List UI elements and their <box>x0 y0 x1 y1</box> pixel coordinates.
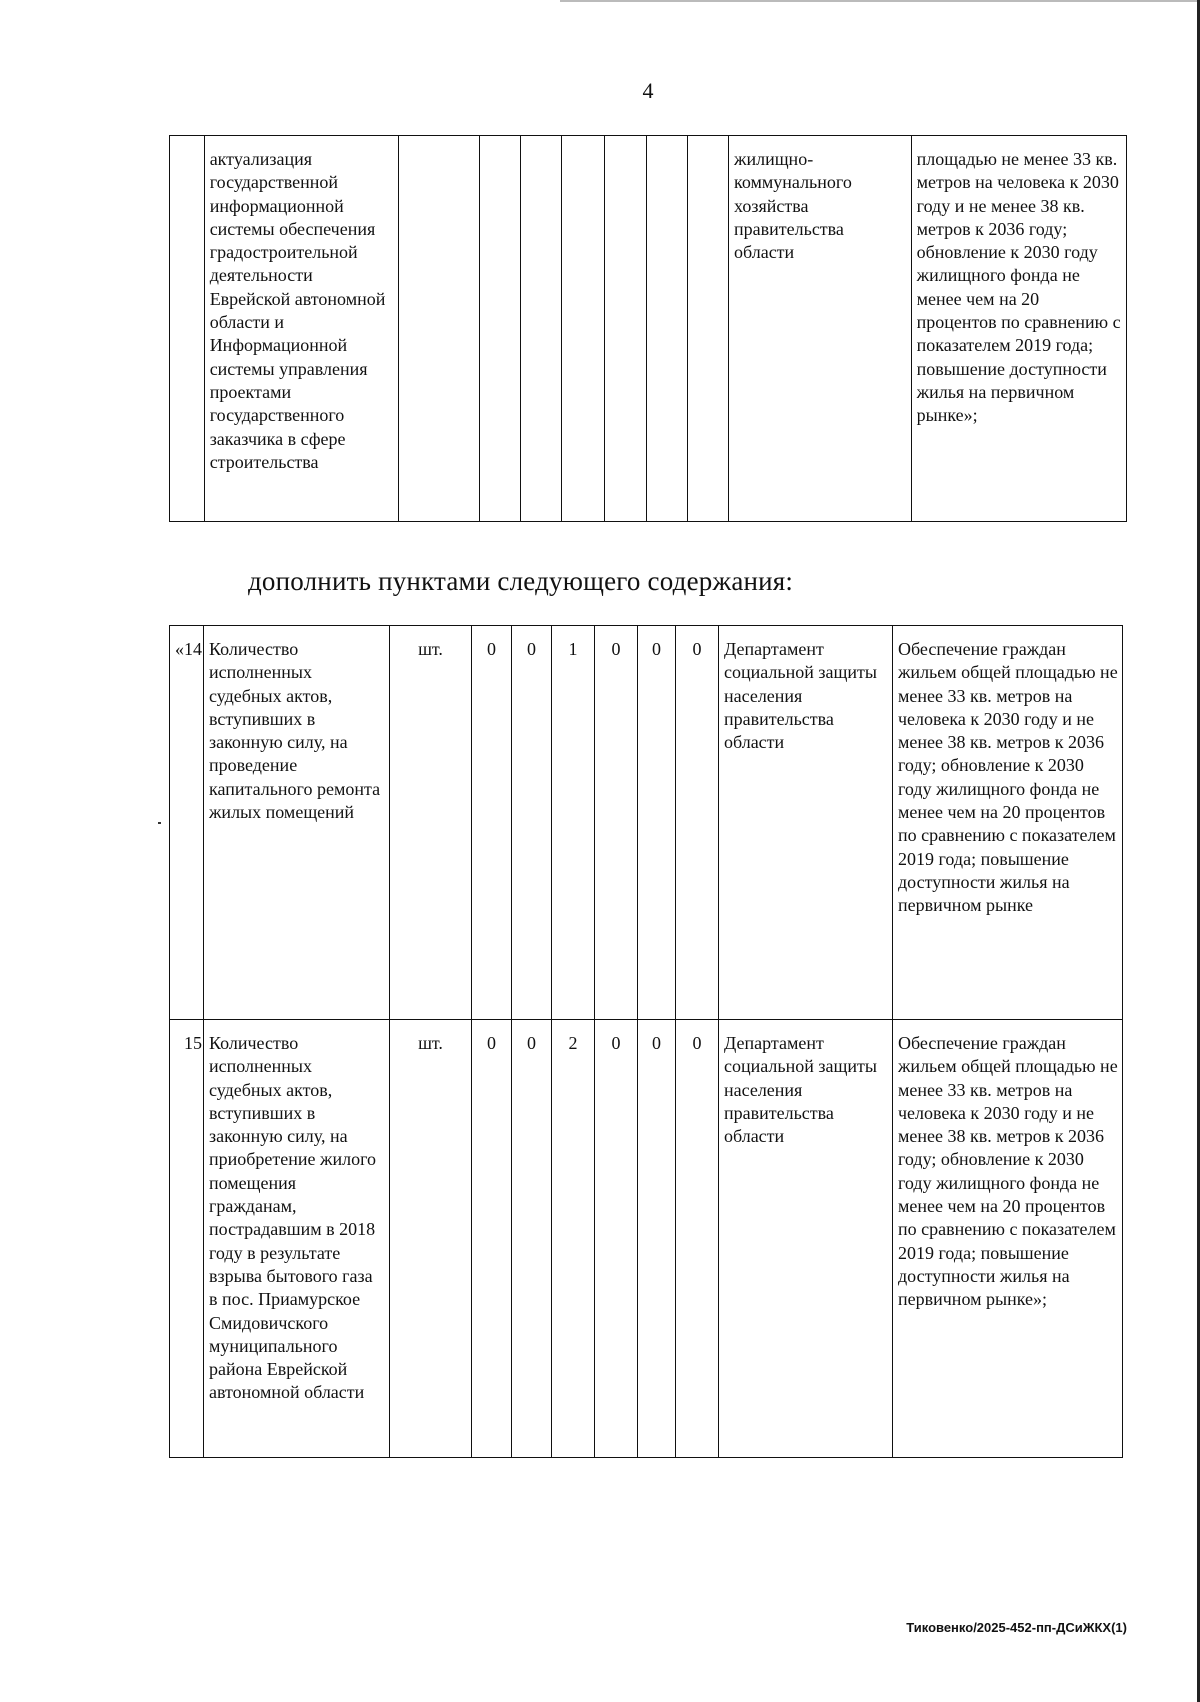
continuation-table <box>169 135 1127 522</box>
value-cell <box>561 136 604 522</box>
unit-cell: шт. <box>390 1020 472 1458</box>
value-cell: 1 <box>552 626 595 1020</box>
goal-cell: Обеспечение граждан жильем общей площадью не менее 33 кв. метров на человека к 2030 году и не менее 38 кв. метров к 2036 году; обновление к 2030 году жилищного фонда не менее чем на 20 процентов по сравнению с показателем 2019 года; повышение доступности жилья на первичном рынке <box>893 626 1123 1020</box>
value-cell <box>604 136 647 522</box>
value-cell <box>647 136 688 522</box>
unit-cell <box>398 136 480 522</box>
responsible-cell: жилищно-коммунального хозяйства правительства области <box>729 136 912 522</box>
value-cell: 0 <box>512 626 552 1020</box>
value-cell: 0 <box>512 1020 552 1458</box>
value-cell: 0 <box>676 1020 719 1458</box>
table-row <box>170 1020 1123 1458</box>
value-cell: 0 <box>638 626 676 1020</box>
goal-cell: площадью не менее 33 кв. метров на человека к 2030 году и не менее 38 кв. метров к 2036 году; обновление к 2030 году жилищного фонда не менее чем на 20 процентов по сравнению с показателем 2019 года; повышение доступности жилья на первичном рынке»; <box>911 136 1126 522</box>
row-index-cell: «14 <box>170 626 204 1020</box>
indicator-cell: актуализация государственной информационной системы обеспечения градостроительной деятельности Еврейской автономной области и Информационной системы управления проектами государственного заказчика в сфере строительства <box>204 136 398 522</box>
row-index-cell <box>170 136 205 522</box>
indicator-cell: Количество исполненных судебных актов, вступивших в законную силу, на приобретение жилого помещения гражданам, пострадавшим в 2018 году в результате взрыва бытового газа в пос. Приамурское Смидовичского муниципального района Еврейской автономной области <box>204 1020 390 1458</box>
value-cell: 0 <box>638 1020 676 1458</box>
unit-cell: шт. <box>390 626 472 1020</box>
table-row <box>170 626 1123 1020</box>
document-reference: Тиковенко/2025-452-пп-ДСиЖКХ(1) <box>906 1620 1127 1635</box>
value-cell: 0 <box>472 626 512 1020</box>
scan-top-edge <box>560 0 1200 2</box>
section-caption: дополнить пунктами следующего содержания: <box>248 566 794 596</box>
value-cell <box>480 136 521 522</box>
indicator-cell: Количество исполненных судебных актов, вступивших в законную силу, на проведение капитального ремонта жилых помещений <box>204 626 390 1020</box>
value-cell: 0 <box>676 626 719 1020</box>
value-cell: 0 <box>472 1020 512 1458</box>
value-cell: 0 <box>595 626 638 1020</box>
stray-mark <box>158 822 161 824</box>
value-cell: 2 <box>552 1020 595 1458</box>
value-cell <box>520 136 561 522</box>
value-cell <box>688 136 729 522</box>
row-index-cell: 15 <box>170 1020 204 1458</box>
added-items-table <box>169 625 1123 1458</box>
table-row <box>170 136 1127 522</box>
responsible-cell: Департамент социальной защиты населения правительства области <box>719 1020 893 1458</box>
value-cell: 0 <box>595 1020 638 1458</box>
responsible-cell: Департамент социальной защиты населения правительства области <box>719 626 893 1020</box>
page-number: 4 <box>642 78 654 103</box>
goal-cell: Обеспечение граждан жильем общей площадью не менее 33 кв. метров на человека к 2030 году и не менее 38 кв. метров к 2036 году; обновление к 2030 году жилищного фонда не менее чем на 20 процентов по сравнению с показателем 2019 года; повышение доступности жилья на первичном рынке»; <box>893 1020 1123 1458</box>
